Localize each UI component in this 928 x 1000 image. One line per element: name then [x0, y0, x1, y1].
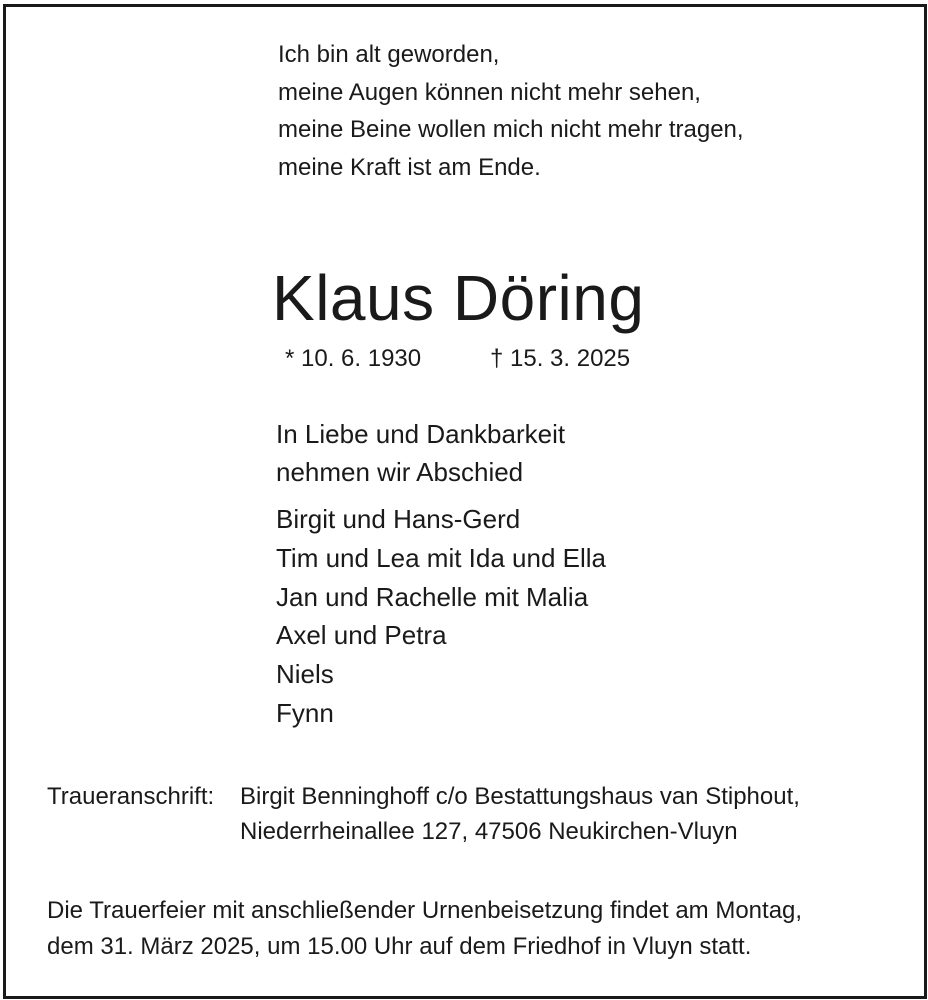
mourners-list — [276, 500, 606, 733]
address-line: Birgit Benninghoff c/o Bestattungshaus van Stiphout, — [240, 783, 800, 810]
poem-line: meine Augen können nicht mehr sehen, — [278, 78, 701, 106]
mourner-item: Axel und Petra — [276, 620, 447, 651]
poem-line: Ich bin alt geworden, — [278, 41, 500, 68]
death-date: † 15. 3. 2025 — [490, 345, 631, 372]
mourner-item: Jan und Rachelle mit Malia — [276, 581, 589, 612]
mourner-item: Niels — [276, 659, 334, 690]
farewell-text — [276, 416, 565, 491]
mourner-item: Fynn — [276, 697, 334, 728]
service-notice — [47, 893, 802, 965]
poem — [278, 36, 744, 186]
address-label: Traueranschrift: — [47, 783, 215, 810]
service-notice-line: Die Trauerfeier mit anschließender Urnenbeisetzung findet am Montag, — [47, 897, 803, 924]
mourner-item: Birgit und Hans-Gerd — [276, 504, 521, 534]
service-notice-line: dem 31. März 2025, um 15.00 Uhr auf dem Friedhof in Vluyn statt. — [47, 933, 752, 960]
poem-line: meine Kraft ist am Ende. — [278, 153, 541, 181]
farewell-line: In Liebe und Dankbarkeit — [276, 419, 566, 449]
address-line: Niederrheinallee 127, 47506 Neukirchen-Vluyn — [240, 818, 738, 845]
deceased-name: Klaus Döring — [272, 262, 645, 334]
mourner-item: Tim und Lea mit Ida und Ella — [276, 542, 606, 573]
poem-line: meine Beine wollen mich nicht mehr tragen, — [278, 116, 744, 143]
farewell-line: nehmen wir Abschied — [276, 456, 524, 487]
birth-date: * 10. 6. 1930 — [285, 345, 422, 372]
